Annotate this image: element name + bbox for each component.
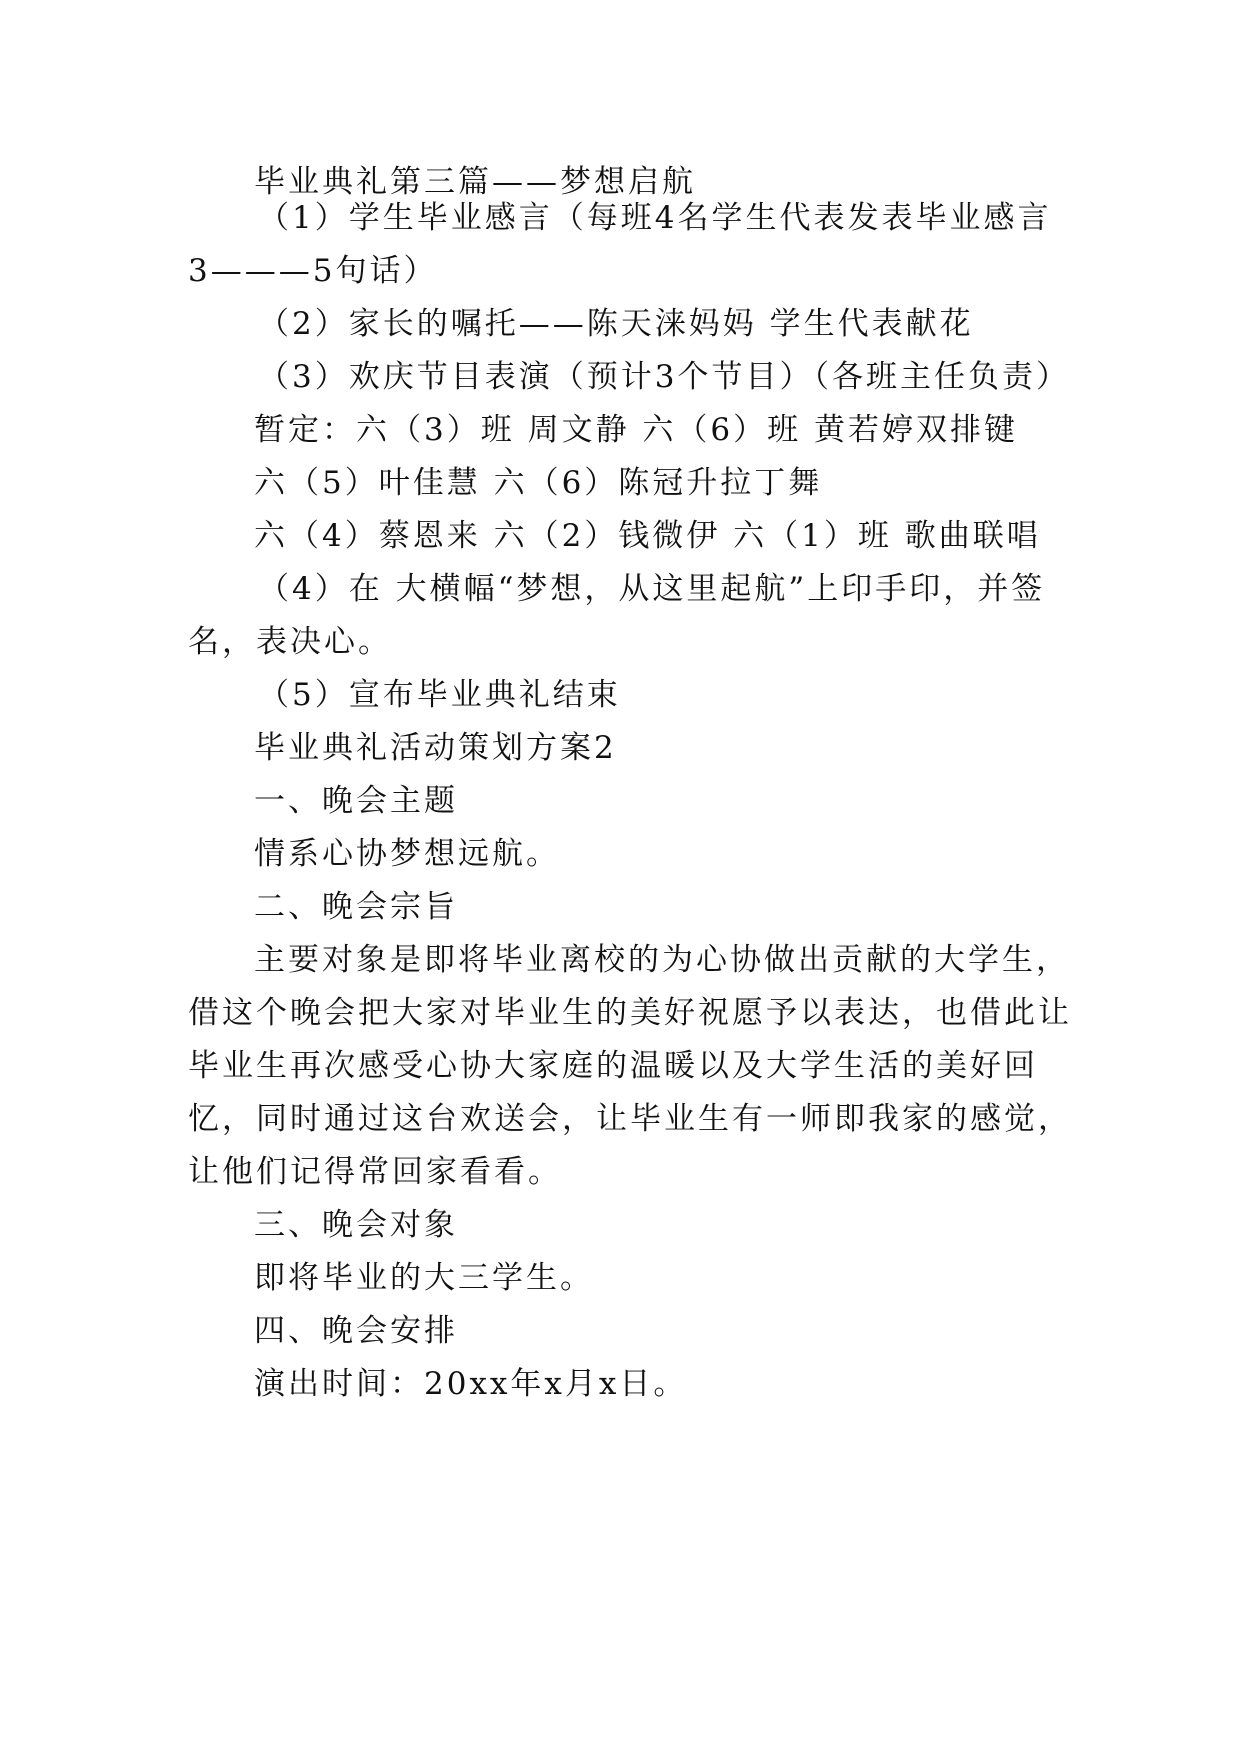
section-title: 毕业典礼活动策划方案2 [254, 730, 617, 766]
paragraph-line: 演出时间：20xx年x月x日。 [254, 1366, 688, 1402]
paragraph-line: 六（4）蔡恩来 六（2）钱微伊 六（1）班 歌曲联唱 [254, 518, 1041, 554]
paragraph-line: （4）在 大横幅“梦想，从这里起航”上印手印，并签 [258, 571, 1046, 607]
paragraph-line: 忆，同时通过这台欢送会，让毕业生有一师即我家的感觉， [188, 1101, 1072, 1137]
paragraph-line: 六（5）叶佳慧 六（6）陈冠升拉丁舞 [254, 465, 823, 501]
paragraph-line: 即将毕业的大三学生。 [254, 1260, 594, 1296]
paragraph-line: （5）宣布毕业典礼结束 [258, 677, 621, 713]
paragraph-line: （2）家长的嘱托——陈天涞妈妈 学生代表献花 [258, 306, 974, 342]
heading: 四、晚会安排 [254, 1313, 458, 1349]
paragraph-line: 主要对象是即将毕业离校的为心协做出贡献的大学生， [254, 942, 1070, 978]
paragraph-line: 借这个晚会把大家对毕业生的美好祝愿予以表达，也借此让 [188, 995, 1072, 1031]
paragraph-line: （1）学生毕业感言（每班4名学生代表发表毕业感言 [258, 200, 1052, 236]
paragraph-line: 名，表决心。 [188, 624, 392, 660]
paragraph-line: 毕业生再次感受心协大家庭的温暖以及大学生活的美好回 [188, 1048, 1038, 1084]
paragraph-line: 3———5句话） [188, 253, 438, 289]
heading: 二、晚会宗旨 [254, 889, 458, 925]
paragraph-line: （3）欢庆节目表演（预计3个节目）（各班主任负责） [258, 359, 1070, 395]
paragraph-line: 情系心协梦想远航。 [254, 836, 560, 872]
section-title: 毕业典礼第三篇——梦想启航 [254, 164, 696, 200]
heading: 三、晚会对象 [254, 1207, 458, 1243]
paragraph-line: 让他们记得常回家看看。 [188, 1154, 562, 1190]
heading: 一、晚会主题 [254, 783, 458, 819]
paragraph-line: 暂定：六（3）班 周文静 六（6）班 黄若婷双排键 [254, 412, 1019, 448]
